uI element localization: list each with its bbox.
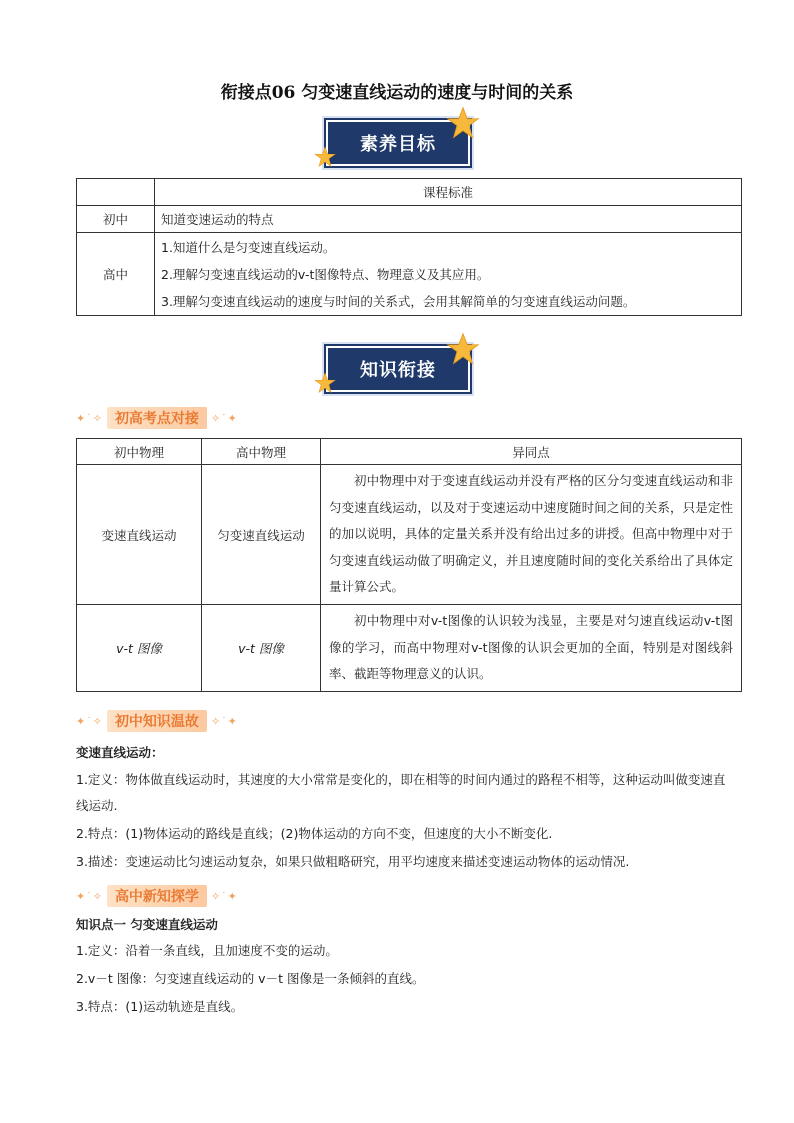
table-header: 课程标准 <box>155 179 742 206</box>
curriculum-standards-table <box>76 178 742 316</box>
column-header: 初中物理 <box>77 439 202 465</box>
comparison-table <box>76 438 742 692</box>
table-row <box>77 605 742 692</box>
senior-features: 3.特点：(1)运动轨迹是直线。 <box>76 999 244 1014</box>
column-header: 异同点 <box>321 439 742 465</box>
senior-graph: 2.v－t 图像：匀变速直线运动的 v－t 图像是一条倾斜的直线。 <box>76 971 425 986</box>
sparkle-icon: ✦˙✧ <box>76 889 103 903</box>
cell-senior: v-t 图像 <box>202 605 321 692</box>
sparkle-icon: ✧˙✦ <box>210 889 238 903</box>
section-title: 初高考点对接 <box>107 407 207 429</box>
cell-junior: 变速直线运动 <box>77 465 202 605</box>
table-row <box>77 465 742 605</box>
junior-description: 3.描述：变速运动比匀速运动复杂，如果只做粗略研究，用平均速度来描述变速运动物体的运动情况. <box>76 854 630 869</box>
row-label: 高中 <box>77 233 155 316</box>
table-row <box>77 206 742 233</box>
star-icon <box>446 106 480 140</box>
section-label-exam-link <box>76 407 238 429</box>
junior-definition: 1.定义：物体做直线运动时，其速度的大小常常是变化的，即在相等的时间内通过的路程不相等，这种运动叫做变速直线运动. <box>76 772 726 813</box>
junior-heading: 变速直线运动： <box>76 745 164 760</box>
row-content: 知道变速运动的特点 <box>155 206 742 233</box>
cell-junior: v-t 图像 <box>77 605 202 692</box>
sparkle-icon: ✦˙✧ <box>76 411 103 425</box>
section-label-junior-review <box>76 710 238 732</box>
star-icon <box>314 146 336 168</box>
sparkle-icon: ✧˙✦ <box>210 714 238 728</box>
star-icon <box>314 372 336 394</box>
banner-knowledge-link-label: 知识衔接 <box>326 346 470 392</box>
senior-definition: 1.定义：沿着一条直线，且加速度不变的运动。 <box>76 943 338 958</box>
banner-knowledge-link <box>320 338 490 400</box>
section-label-senior-new <box>76 885 238 907</box>
junior-features: 2.特点：(1)物体运动的路线是直线；(2)物体运动的方向不变，但速度的大小不断变化. <box>76 826 553 841</box>
row-item: 1.知道什么是匀变速直线运动。 <box>161 239 336 255</box>
sparkle-icon: ✦˙✧ <box>76 714 103 728</box>
senior-heading: 知识点一 匀变速直线运动 <box>76 917 218 932</box>
cell-difference: 初中物理中对于变速直线运动并没有严格的区分匀变速直线运动和非匀变速直线运动，以及对于变速运动中速度随时间之间的关系，只是定性的加以说明，具体的定量关系并没有给出过多的讲授。但高中物理中对于匀变速直线运动做了明确定义，并且速度随时间的变化关系给出了具体定量计算公式。 <box>321 465 742 605</box>
banner-literacy-goals <box>320 112 490 174</box>
sparkle-icon: ✧˙✦ <box>210 411 238 425</box>
banner-literacy-goals-label: 素养目标 <box>326 120 470 166</box>
section-title: 高中新知探学 <box>107 885 207 907</box>
cell-senior: 匀变速直线运动 <box>202 465 321 605</box>
page-title: 衔接点06 匀变速直线运动的速度与时间的关系 <box>220 83 574 103</box>
section-title: 初中知识温故 <box>107 710 207 732</box>
row-item: 2.理解匀变速直线运动的v-t图像特点、物理意义及其应用。 <box>161 266 490 282</box>
table-row <box>77 233 742 316</box>
column-header: 高中物理 <box>202 439 321 465</box>
row-item: 3.理解匀变速直线运动的速度与时间的关系式，会用其解简单的匀变速直线运动问题。 <box>161 293 636 309</box>
cell-difference: 初中物理中对v-t图像的认识较为浅显，主要是对匀速直线运动v-t图像的学习，而高中物理对v-t图像的认识会更加的全面，特别是对图线斜率、截距等物理意义的认识。 <box>321 605 742 692</box>
row-label: 初中 <box>77 206 155 233</box>
star-icon <box>446 332 480 366</box>
